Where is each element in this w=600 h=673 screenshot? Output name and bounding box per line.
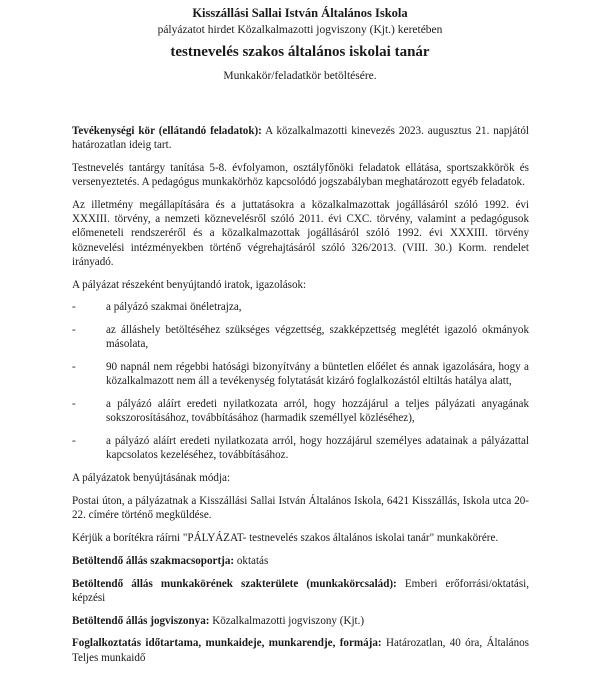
field-value: Közalkalmazotti jogviszony (Kjt.) — [209, 614, 365, 627]
document-item: - az álláshely betöltéséhez szükséges végzettség, szakképzettség meglétét igazoló okmányok másolata, — [72, 324, 529, 351]
field-row — [72, 577, 529, 605]
document-item: - a pályázó aláírt eredeti nyilatkozata arról, hogy hozzájárul személyes adatainak a pályázattal kapcsolatos kezeléséhez, továbbításához. — [72, 435, 529, 462]
activity-paragraph — [72, 124, 529, 152]
field-row — [72, 636, 529, 664]
position-subtitle: Munkakör/feladatkör betöltésére. — [223, 70, 377, 82]
documents-intro: A pályázat részeként benyújtandó iratok, igazolások: — [72, 278, 307, 291]
list-dash: - — [72, 301, 76, 314]
submission-request: Kérjük a borítékra ráírni "PÁLYÁZAT- testnevelés szakos általános iskolai tanár" munkakörére. — [72, 532, 499, 544]
field-row — [72, 554, 529, 568]
duties-paragraph: Testnevelés tantárgy tanítása 5-8. évfolyamon, osztályfőnöki feladatok ellátása, sportszakkörök és versenyeztetés. A pedagógus munkakörhöz kapcsolódó jogszabályban meghatározott egyéb feladatok. — [72, 162, 529, 189]
school-name: Kisszállási Sallai István Általános Iskola — [192, 6, 408, 20]
field-value: Határozatlan, 40 óra, Általános Teljes munkaidő — [72, 637, 529, 664]
document-item: - a pályázó aláírt eredeti nyilatkozata arról, hogy hozzájárul a teljes pályázati anyagának sokszorosításához, továbbításához (harmadik személlyel közléséhez), — [72, 398, 529, 425]
field-label: Betöltendő állás jogviszonya: — [72, 614, 210, 627]
document-item: - a pályázó szakmai önéletrajza, — [72, 301, 242, 314]
field-label: Foglalkoztatás időtartama, munkaideje, munkarendje, formája: — [72, 637, 382, 650]
field-value: Emberi erőforrási/oktatási, képzési — [72, 577, 529, 604]
list-dash: - — [72, 324, 76, 337]
submission-heading: A pályázatok benyújtásának módja: — [72, 472, 231, 485]
activity-text: A közalkalmazotti kinevezés 2023. augusztus 21. napjától határozatlan ideig tart. — [72, 125, 529, 152]
field-label: Betöltendő állás munkakörének szakterülete (munkakörcsalád): — [72, 577, 397, 590]
field-row — [72, 614, 529, 628]
list-dash: - — [72, 435, 76, 448]
submission-postal: Postai úton, a pályázatnak a Kisszállási Sallai István Általános Iskola, 6421 Kisszállás, Iskola utca 20-22. címére történő megküldése. — [72, 495, 529, 522]
position-title: testnevelés szakos általános iskolai tanár — [170, 44, 430, 60]
document-body — [72, 124, 529, 673]
document-item: - 90 napnál nem régebbi hatósági bizonyítvány a büntetlen előélet és annak igazolására, hogy a közalkalmazott nem áll a tevékenység folytatását kizáró foglalkozástól eltiltás hatálya alatt, — [72, 361, 529, 388]
field-value: oktatás — [234, 554, 269, 567]
salary-paragraph: Az illetmény megállapítására és a juttatásokra a közalkalmazottak jogállásáról szóló 1992. évi XXXIII. törvény, a nemzeti köznevelésről szóló 2011. évi CXC. törvény, valamint a pedagógusok előmeneteli rendszeréről és a közalkalmazottak jogállásáról szóló 1992. évi XXXIII. törvény köznevelési intézményekben történő végrehajtásáról szóló 326/2013. (VIII. 30.) Korm. rendelet irányadó. — [72, 199, 529, 268]
list-dash: - — [72, 398, 76, 411]
field-label: Betöltendő állás szakmacsoportja: — [72, 554, 235, 567]
announcement-intro: pályázatot hirdet Közalkalmazotti jogviszony (Kjt.) keretében — [157, 24, 443, 36]
list-dash: - — [72, 361, 76, 374]
activity-label: Tevékenységi kör (ellátandó feladatok): — [72, 125, 262, 137]
